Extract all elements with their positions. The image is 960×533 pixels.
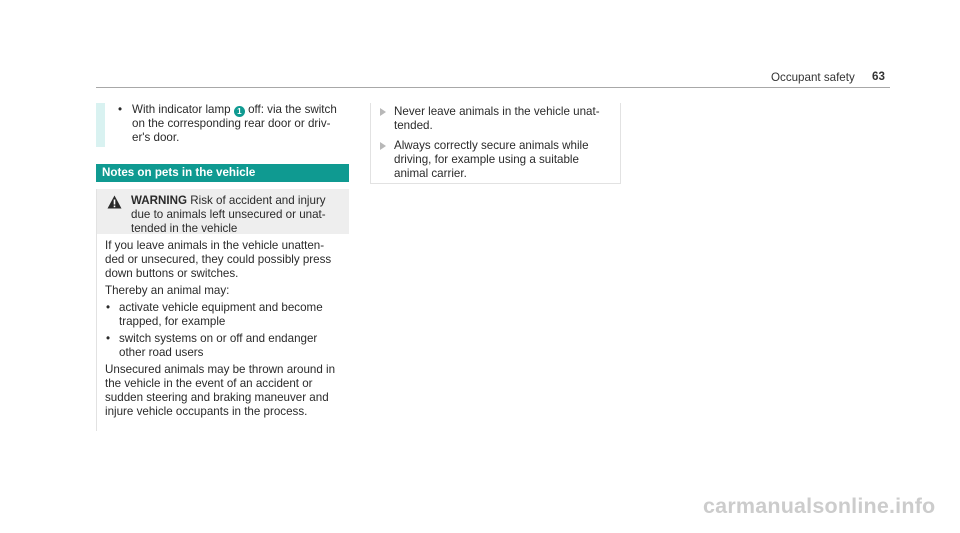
list-item	[394, 105, 609, 133]
text-line: If you leave animals in the vehicle unatten-	[105, 239, 325, 252]
play-triangle-icon	[380, 142, 386, 150]
warning-head-line: due to animals left unsecured or unat-	[131, 208, 326, 221]
running-header-title: Occupant safety	[771, 71, 855, 84]
bullet-line: er's door.	[132, 131, 180, 144]
notes-box	[370, 103, 621, 184]
bullet-glyph: •	[106, 332, 111, 345]
bullet-line	[132, 103, 357, 117]
text-line: driving, for example using a suitable	[394, 153, 579, 166]
text-line: animal carrier.	[394, 167, 467, 180]
text-line: switch systems on or off and endanger	[119, 332, 318, 345]
text-line: tended.	[394, 119, 433, 132]
section-heading: Notes on pets in the vehicle	[96, 164, 349, 182]
warning-paragraph: Thereby an animal may:	[105, 284, 230, 297]
text-line: sudden steering and braking maneuver and	[105, 391, 329, 404]
warning-body	[97, 234, 349, 419]
text-line: other road users	[119, 346, 204, 359]
bullet-text-start: With indicator lamp	[132, 103, 231, 116]
list-item	[105, 301, 341, 329]
warning-paragraph	[105, 239, 341, 281]
warning-paragraph	[105, 363, 341, 419]
warning-triangle-icon	[107, 195, 122, 209]
warning-header	[97, 189, 349, 234]
header-rule	[96, 87, 890, 88]
continuation-bar	[96, 103, 105, 147]
bullet-line: on the corresponding rear door or driv-	[132, 117, 331, 130]
list-item	[105, 332, 341, 360]
indicator-lamp-number-icon: 1	[234, 106, 245, 117]
text-line: the vehicle in the event of an accident or	[105, 377, 313, 390]
warning-label: WARNING	[131, 194, 188, 207]
warning-head-line: tended in the vehicle	[131, 222, 238, 235]
text-line: Unsecured animals may be thrown around in	[105, 363, 336, 376]
list-item	[117, 103, 357, 145]
watermark: carmanualsonline.info	[703, 494, 936, 518]
warning-title: Risk of accident and injury	[190, 194, 326, 207]
text-line: down buttons or switches.	[105, 267, 239, 280]
play-triangle-icon	[380, 108, 386, 116]
bullet-text-end: off: via the switch	[248, 103, 337, 116]
warning-box	[96, 189, 349, 431]
warning-head-line	[131, 194, 341, 208]
text-line: Always correctly secure animals while	[394, 139, 589, 152]
list-item	[394, 139, 609, 181]
text-line: Never leave animals in the vehicle unat-	[394, 105, 600, 118]
text-line: ded or unsecured, they could possibly press	[105, 253, 332, 266]
text-line: trapped, for example	[119, 315, 226, 328]
text-line: activate vehicle equipment and become	[119, 301, 323, 314]
bullet-glyph: •	[118, 103, 123, 116]
page-number: 63	[872, 70, 885, 83]
text-line: injure vehicle occupants in the process.	[105, 405, 308, 418]
bullet-glyph: •	[106, 301, 111, 314]
indicator-lamp-bullet	[117, 103, 357, 145]
